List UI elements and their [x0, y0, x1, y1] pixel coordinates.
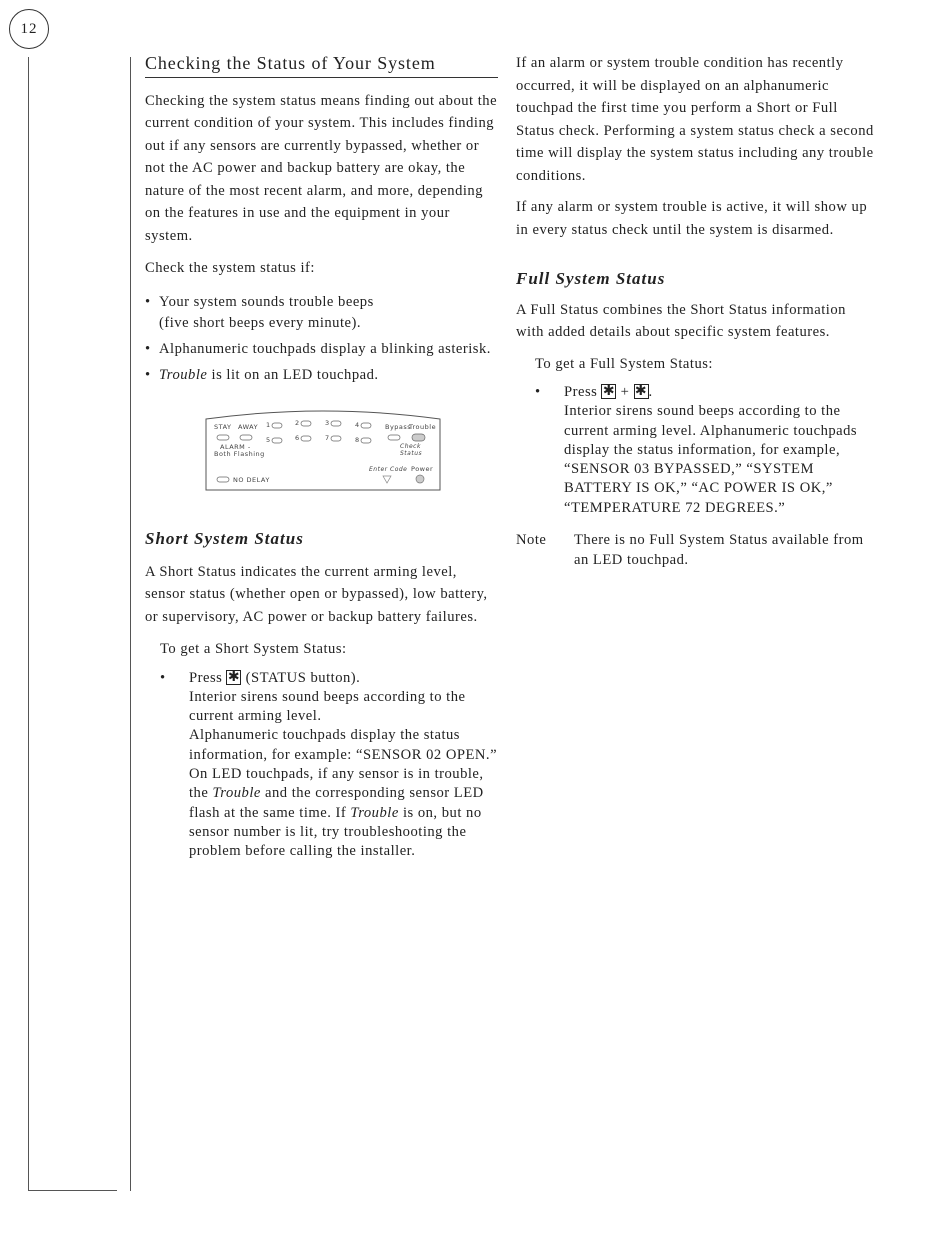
tp-away: AWAY: [238, 422, 259, 431]
status-button-text: (STATUS button).: [245, 669, 361, 686]
tp-enter-code: Enter Code: [369, 465, 408, 473]
tp-alarm: ALARM -: [220, 442, 251, 451]
tp-status: Status: [400, 449, 423, 457]
active-trouble-paragraph: If any alarm or system trouble is active, it will show up in every status check until the system is disarmed.: [516, 199, 868, 238]
full-status-instruction: To get a Full System Status:: [535, 355, 713, 372]
margin-rule-bottom: [28, 1190, 117, 1191]
tp-both-flashing: Both Flashing: [214, 449, 265, 458]
full-status-description: A Full Status combines the Short Status information with added details about specific system features.: [516, 301, 846, 340]
note-label: Note: [516, 532, 547, 549]
tp-zone-1: 1: [266, 420, 271, 429]
intro-paragraph: Checking the system status means finding out about the current condition of your system. This includes finding out if any sensors are currently bypassed, whether or not the AC power and backup battery are okay, the nature of the most recent alarm, and more, depending on the features in use and the equipment in your system.: [145, 92, 498, 244]
tp-stay: STAY: [214, 422, 232, 431]
press-text: Press: [564, 384, 598, 400]
trouble-word: Trouble: [159, 366, 208, 383]
full-status-step: • Press ✱ + ✱. Interior sirens sound beeps according to the current arming level. Alphanumeric touchpads display the status information, for example, “SENSOR 03 BYPASSED,” “SYSTEM BATTERY IS OK,” “AC POWER IS OK,” “TEMPERATURE 72 DEGREES.”: [535, 383, 858, 516]
tp-zone-8: 8: [355, 435, 360, 444]
tp-power: Power: [411, 464, 434, 473]
bullet-trouble-lit: • Trouble is lit on an LED touchpad.: [145, 366, 379, 383]
asterisk-key-icon: ✱: [602, 383, 616, 399]
tp-no-delay: NO DELAY: [233, 475, 270, 484]
step-line: and the corresponding sensor LED flash at the same time. If: [189, 785, 484, 821]
period-text: .: [648, 384, 653, 400]
step-line: Alphanumeric touchpads display the status information, for example: “SENSOR 02 OPEN.”: [189, 727, 498, 763]
full-status-heading: Full System Status: [516, 269, 666, 288]
tp-zone-3: 3: [325, 418, 330, 427]
asterisk-key-icon: ✱: [634, 383, 648, 399]
bullet-blinking-asterisk: • Alphanumeric touchpads display a blinking asterisk.: [145, 339, 500, 360]
tp-zone-4: 4: [355, 420, 360, 429]
tp-zone-2: 2: [295, 418, 300, 427]
trouble-word: Trouble: [350, 804, 399, 821]
check-if-text: Check the system status if:: [145, 260, 315, 276]
short-status-instruction: To get a Short System Status:: [160, 641, 347, 657]
step-line: On LED touchpads, if any sensor is in trouble, the: [189, 765, 484, 802]
margin-rule-vertical: [28, 57, 29, 1191]
asterisk-key-icon: ✱: [227, 668, 241, 685]
alarm-trouble-paragraph: If an alarm or system trouble condition has recently occurred, it will be displayed on an alphanumeric touchpad the first time you perform a Short or Full Status check. Performing a system status check a second time will display the system status including any trouble conditions.: [516, 55, 874, 184]
step-line: is on, but no sensor number is lit, try troubleshooting the problem before calling the installer.: [189, 804, 482, 860]
short-status-heading: Short System Status: [145, 529, 304, 548]
tp-check: Check: [400, 442, 421, 450]
bullet-text: is lit on an LED touchpad.: [211, 366, 379, 383]
short-status-step: • Press ✱ (STATUS button). Interior sirens sound beeps according to the current arming level. Alphanumeric touchpads display the status information, for example: “SENSOR 02 OPEN.” On LED touchpads, if any sensor is in trouble, the Trouble and the corresponding sensor LED flash at the same time. If Trouble is on, but no sensor number is lit, try troubleshooting the problem before calling the installer.: [160, 668, 498, 860]
trouble-word: Trouble: [212, 785, 261, 802]
tp-zone-7: 7: [325, 433, 330, 442]
tp-zone-6: 6: [295, 433, 300, 442]
tp-trouble: Trouble: [409, 422, 437, 431]
plus-text: +: [620, 384, 630, 400]
note: [516, 530, 876, 570]
press-text: Press: [189, 669, 223, 686]
section-heading: Checking the Status of Your System: [145, 52, 498, 78]
bullet-trouble-beeps: • Your system sounds trouble beeps (five short beeps every minute).: [145, 293, 374, 331]
bullet-text: (five short beeps every minute).: [159, 314, 362, 331]
step-line: Interior sirens sound beeps according to the current arming level. Alphanumeric touchpads display the status information, for example, “SENSOR 03 BYPASSED,” “SYSTEM BATTERY IS OK,” “AC POWER IS OK,” “TEMPERATURE 72 DEGREES.”: [564, 403, 858, 516]
note-text: There is no Full System Status available from an LED touchpad.: [574, 532, 864, 569]
tp-zone-5: 5: [266, 435, 271, 444]
page-number: [9, 9, 49, 49]
tp-bypass: Bypass: [385, 422, 412, 431]
page-number-text: 12: [20, 20, 38, 37]
led-touchpad-illustration: [205, 409, 441, 491]
bullet-text: Your system sounds trouble beeps: [159, 293, 374, 310]
column-rule: [130, 57, 131, 1191]
short-status-description: A Short Status indicates the current arming level, sensor status (whether open or bypassed), low battery, or supervisory, AC power or backup battery failures.: [145, 563, 488, 625]
left-column: [145, 52, 500, 861]
right-column: [516, 52, 876, 570]
bullet-text: Alphanumeric touchpads display a blinking asterisk.: [159, 340, 491, 357]
step-line: Interior sirens sound beeps according to the current arming level.: [189, 688, 466, 725]
